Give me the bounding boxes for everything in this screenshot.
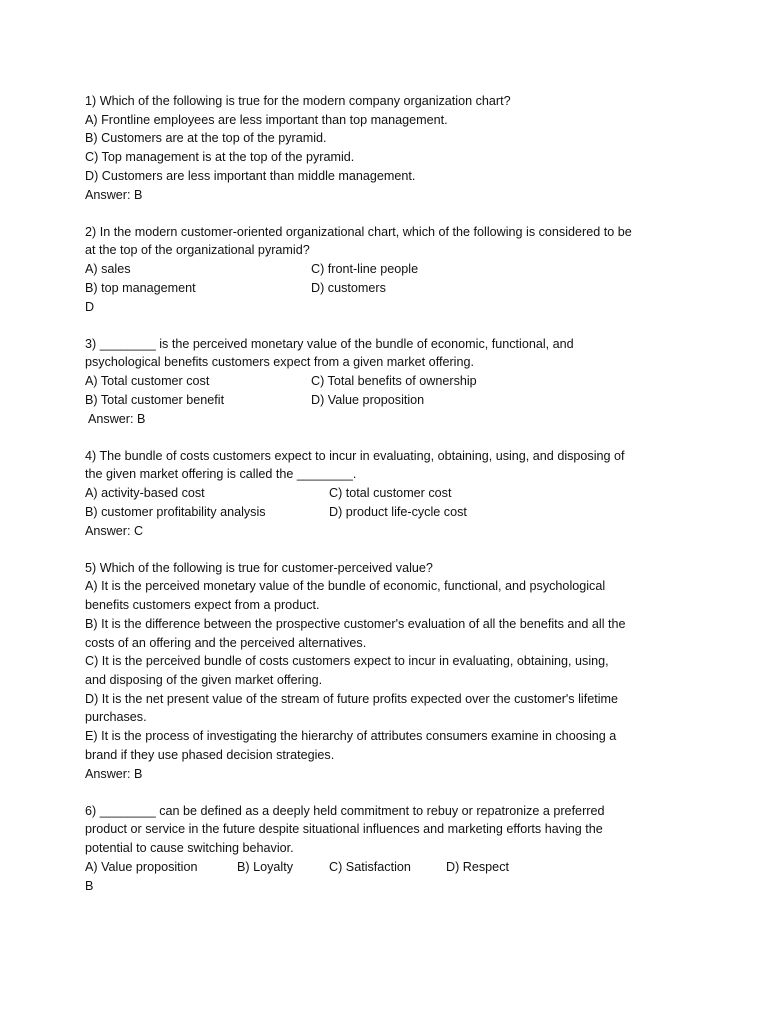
option-b: B) customer profitability analysis xyxy=(85,504,266,519)
option-e: E) It is the process of investigating the hierarchy of attributes consumers examine in choosing a xyxy=(85,729,617,744)
option-c: C) front-line people xyxy=(311,262,419,277)
answer: Answer: B xyxy=(85,766,143,781)
question-3 xyxy=(85,335,708,429)
question-stem: 1) Which of the following is true for the modern company organization chart? xyxy=(85,94,511,108)
option-row xyxy=(85,503,708,522)
option-a: A) activity-based cost xyxy=(85,486,205,501)
option-row xyxy=(85,484,708,503)
answer: D xyxy=(85,299,95,314)
answer: B xyxy=(85,878,94,893)
option-a: A) Frontline employees are less important than top management. xyxy=(85,112,448,127)
option-c: C) Total benefits of ownership xyxy=(311,374,477,389)
option-row xyxy=(85,279,708,298)
option-a: A) It is the perceived monetary value of the bundle of economic, functional, and psychological xyxy=(85,579,606,594)
option-b: B) It is the difference between the prospective customer's evaluation of all the benefits and all the xyxy=(85,616,626,631)
question-stem: 6) ________ can be defined as a deeply held commitment to rebuy or repatronize a preferred product or service in the future despite situational influences and marketing efforts having the potential to cause switching behavior. xyxy=(85,803,605,856)
option-d: D) Respect xyxy=(446,859,509,874)
option-b-cont: costs of an offering and the perceived alternatives. xyxy=(85,635,367,650)
option-d: D) Customers are less important than middle management. xyxy=(85,168,416,183)
option-row xyxy=(85,260,708,279)
option-b: B) Customers are at the top of the pyramid. xyxy=(85,131,327,146)
option-d: D) Value proposition xyxy=(311,392,425,407)
question-stem: 4) The bundle of costs customers expect to incur in evaluating, obtaining, using, and disposing of the given market offering is called the ________. xyxy=(85,448,625,482)
option-d: D) customers xyxy=(311,280,386,295)
option-a: A) Total customer cost xyxy=(85,374,210,389)
question-stem: 3) ________ is the perceived monetary value of the bundle of economic, functional, and psychological benefits customers expect from a given market offering. xyxy=(85,336,574,370)
option-d-cont: purchases. xyxy=(85,710,147,725)
option-b: B) top management xyxy=(85,280,196,295)
answer: Answer: C xyxy=(85,523,144,538)
question-6 xyxy=(85,802,708,896)
option-d: D) product life-cycle cost xyxy=(329,504,467,519)
option-c-cont: and disposing of the given market offering. xyxy=(85,672,323,687)
question-4 xyxy=(85,447,708,541)
option-c: C) Satisfaction xyxy=(329,859,411,874)
question-stem: 2) In the modern customer-oriented organizational chart, which of the following is considered to be at the top of the organizational pyramid? xyxy=(85,224,632,258)
option-b: B) Total customer benefit xyxy=(85,392,225,407)
option-row xyxy=(85,858,708,877)
option-b: B) Loyalty xyxy=(237,859,293,874)
answer: Answer: B xyxy=(85,187,143,202)
question-1 xyxy=(85,92,708,204)
question-5 xyxy=(85,559,708,783)
option-c: C) total customer cost xyxy=(329,486,452,501)
option-c: C) Top management is at the top of the pyramid. xyxy=(85,150,355,165)
option-a-cont: benefits customers expect from a product. xyxy=(85,598,320,613)
answer: Answer: B xyxy=(88,411,146,426)
option-e-cont: brand if they use phased decision strategies. xyxy=(85,747,335,762)
option-row xyxy=(85,372,708,391)
option-c: C) It is the perceived bundle of costs customers expect to incur in evaluating, obtaining, using, xyxy=(85,654,609,669)
option-d: D) It is the net present value of the stream of future profits expected over the customer's lifetime xyxy=(85,691,618,706)
option-row xyxy=(85,391,708,410)
option-a: A) sales xyxy=(85,262,131,277)
question-2 xyxy=(85,223,708,317)
question-stem: 5) Which of the following is true for customer-perceived value? xyxy=(85,560,433,575)
option-a: A) Value proposition xyxy=(85,859,198,874)
